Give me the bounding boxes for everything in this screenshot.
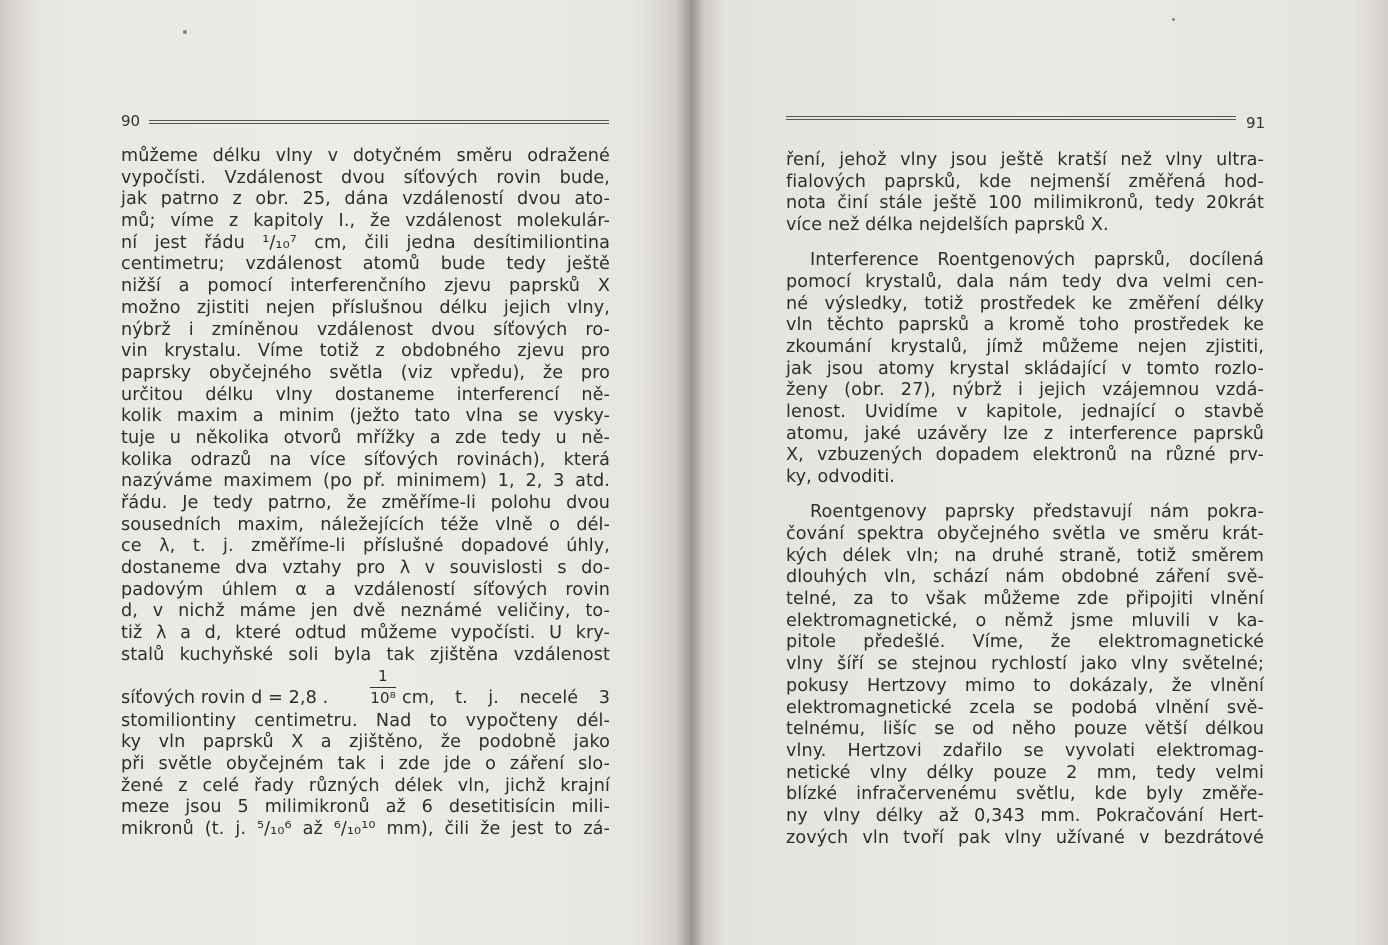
text-line: fialových paprsků, kde nejmenší změřená hod-: [786, 171, 1264, 192]
text-line: kolika odrazů na více síťových rovinách), která: [121, 449, 610, 470]
text-line: ženy (obr. 27), nýbrž i jejich vzájemnou vzdá-: [786, 380, 1264, 401]
formula-left: síťových rovin d = 2,8 .: [121, 687, 329, 708]
page-number: 90: [121, 112, 141, 130]
text-line: stomiliontiny centimetru. Nad to vypočteny dél-: [121, 710, 610, 731]
right-page-text: [786, 150, 1264, 849]
paper-speck: [183, 30, 187, 34]
text-line: můžeme délku vlny v dotyčném směru odražené: [121, 146, 610, 166]
text-line: sousedních maxim, náležejících téže vlně o dél-: [121, 514, 610, 535]
text-line: ny vlny délky až 0,343 mm. Pokračování Hert-: [786, 805, 1264, 826]
text-line: zových vln tvoří pak vlny užívané v bezdrátové: [786, 827, 1264, 848]
text-line: elektromagnetické zcela se podobá vlnění svě-: [786, 697, 1264, 718]
text-line: paprsky obyčejného světla (viz vpředu), že pro: [121, 362, 610, 383]
text-line: X, vzbuzených dopadem elektronů na různé prv-: [786, 445, 1264, 466]
text-line: vypočísti. Vzdálenost dvou síťových rovin bude,: [121, 167, 610, 188]
text-line: padovým úhlem α a vzdáleností síťových rovin: [121, 579, 610, 600]
fraction-denominator: 10⁸: [370, 688, 396, 707]
text-line: atomu, jaké uzávěry lze z interference paprsků: [786, 423, 1264, 444]
text-line: pomocí krystalů, dala nám tedy dva velmi cen-: [786, 271, 1264, 292]
paragraph-gap: [786, 237, 1264, 251]
text-line: dostaneme dva vztahy pro λ v souvislosti s do-: [121, 558, 610, 579]
text-line: nota činí stále ještě 100 milimikronů, tedy 20krát: [786, 193, 1264, 214]
text-line: ní jest řádu ¹/₁₀⁷ cm, čili jedna desítimiliontina: [121, 232, 610, 253]
text-line: lenost. Uvidíme v kapitole, jednající o stavbě: [786, 402, 1264, 423]
text-line: žené z celé řady různých délek vln, jichž krajní: [121, 775, 610, 796]
formula-fraction: [368, 667, 398, 708]
text-line: pokusy Hertzovy mimo to dokázaly, že vlnění: [786, 675, 1264, 696]
formula-right: cm, t. j. necelé 3: [402, 687, 610, 708]
text-line: vlny šíří se stejnou rychlostí jako vlny světelné;: [786, 654, 1264, 675]
paragraph-gap: [786, 489, 1264, 503]
text-line: kolik maxim a minim (ježto tato vlna se vysky-: [121, 406, 610, 427]
text-line: nazýváme maximem (po př. minimem) 1, 2, 3 atd.: [121, 471, 610, 492]
text-line: blízké infračervenému světlu, kde byly změře-: [786, 784, 1264, 805]
text-line: telné, za to však můžeme zde připojiti vlnění: [786, 589, 1264, 610]
text-line: elektromagnetické, o němž jsme mluvili v ka-: [786, 610, 1264, 631]
page-number: 91: [1246, 114, 1266, 132]
text-line: nižší a pomocí interferenčního zjevu paprsků X: [121, 276, 610, 297]
header-rule: [149, 120, 609, 124]
text-line: kých délek vln; na druhé straně, totiž směrem: [786, 545, 1264, 566]
text-line: ky vln paprsků X a zjištěno, že podobně jako: [121, 732, 610, 753]
text-line: ření, jehož vlny jsou ještě kratší než vlny ultra-: [786, 150, 1264, 170]
text-line: určitou délku vlny dostaneme interferencí ně-: [121, 384, 610, 405]
paper-speck: [1172, 18, 1175, 21]
left-page-text: [121, 146, 610, 841]
text-line: vlny. Hertzovi zdařilo se vyvolati elektromag-: [786, 740, 1264, 761]
text-line: čování spektra obyčejného světla ve směru krát-: [786, 524, 1264, 544]
text-line: telnému, lišíc se od něho pouze větší délkou: [786, 719, 1264, 740]
formula-line: [121, 667, 610, 711]
text-line: tiž λ a d, které odtud můžeme vypočísti. U kry-: [121, 623, 610, 644]
text-line: řádu. Je tedy patrno, že změříme-li polohu dvou: [121, 493, 610, 513]
text-line: stalů kuchyňské soli byla tak zjištěna vzdálenost: [121, 644, 610, 665]
text-line: ce λ, t. j. změříme-li příslušné dopadové úhly,: [121, 536, 610, 557]
text-line: mů; víme z kapitoly I., že vzdálenost molekulár-: [121, 211, 610, 232]
text-line: Roentgenovy paprsky představují nám pokra-: [810, 502, 1264, 523]
text-line: vin krystalu. Víme totiž z obdobného zjevu pro: [121, 341, 610, 362]
text-line: jak jsou atomy krystal skládající v tomto rozlo-: [786, 358, 1264, 379]
right-page-header: [786, 112, 1272, 132]
left-page-header: [121, 112, 611, 132]
text-line: nýbrž i zmíněnou vzdálenost dvou síťových ro-: [121, 319, 610, 340]
text-line: meze jsou 5 milimikronů až 6 desetitisícin mili-: [121, 797, 610, 818]
text-line: pitole předešlé. Víme, že elektromagnetické: [786, 632, 1264, 653]
text-line: né výsledky, totiž prostředek ke změření délky: [786, 293, 1264, 314]
text-line: vln těchto paprsků a kromě toho prostředek ke: [786, 315, 1264, 336]
text-line: netické vlny délky pouze 2 mm, tedy velmi: [786, 762, 1264, 783]
text-line: dlouhých vln, schází nám obdobné záření svě-: [786, 567, 1264, 588]
text-line: možno zjistiti nejen příslušnou délku jejich vlny,: [121, 297, 610, 318]
text-line: při světle obyčejném tak i zde jde o záření slo-: [121, 753, 610, 774]
text-line: centimetru; vzdálenost atomů bude tedy ještě: [121, 254, 610, 275]
text-line: Interference Roentgenových paprsků, docílená: [810, 250, 1264, 271]
text-line: mikronů (t. j. ⁵/₁₀⁶ až ⁶/₁₀¹⁰ mm), čili že jest to zá-: [121, 818, 610, 839]
text-line: více než délka nejdelších paprsků X.: [786, 215, 1109, 236]
text-line: zkoumání krystalů, jímž můžeme nejen zjistiti,: [786, 337, 1264, 357]
book-gutter: [676, 0, 704, 945]
text-line: jak patrno z obr. 25, dána vzdáleností dvou ato-: [121, 189, 610, 210]
fraction-numerator: 1: [378, 666, 388, 685]
header-rule: [786, 116, 1236, 120]
text-line: tuje u několika otvorů mřížky a zde tedy u ně-: [121, 427, 610, 448]
text-line: ky, odvoditi.: [786, 467, 896, 488]
text-line: d, v nichž máme jen dvě neznámé veličiny, to-: [121, 601, 610, 622]
